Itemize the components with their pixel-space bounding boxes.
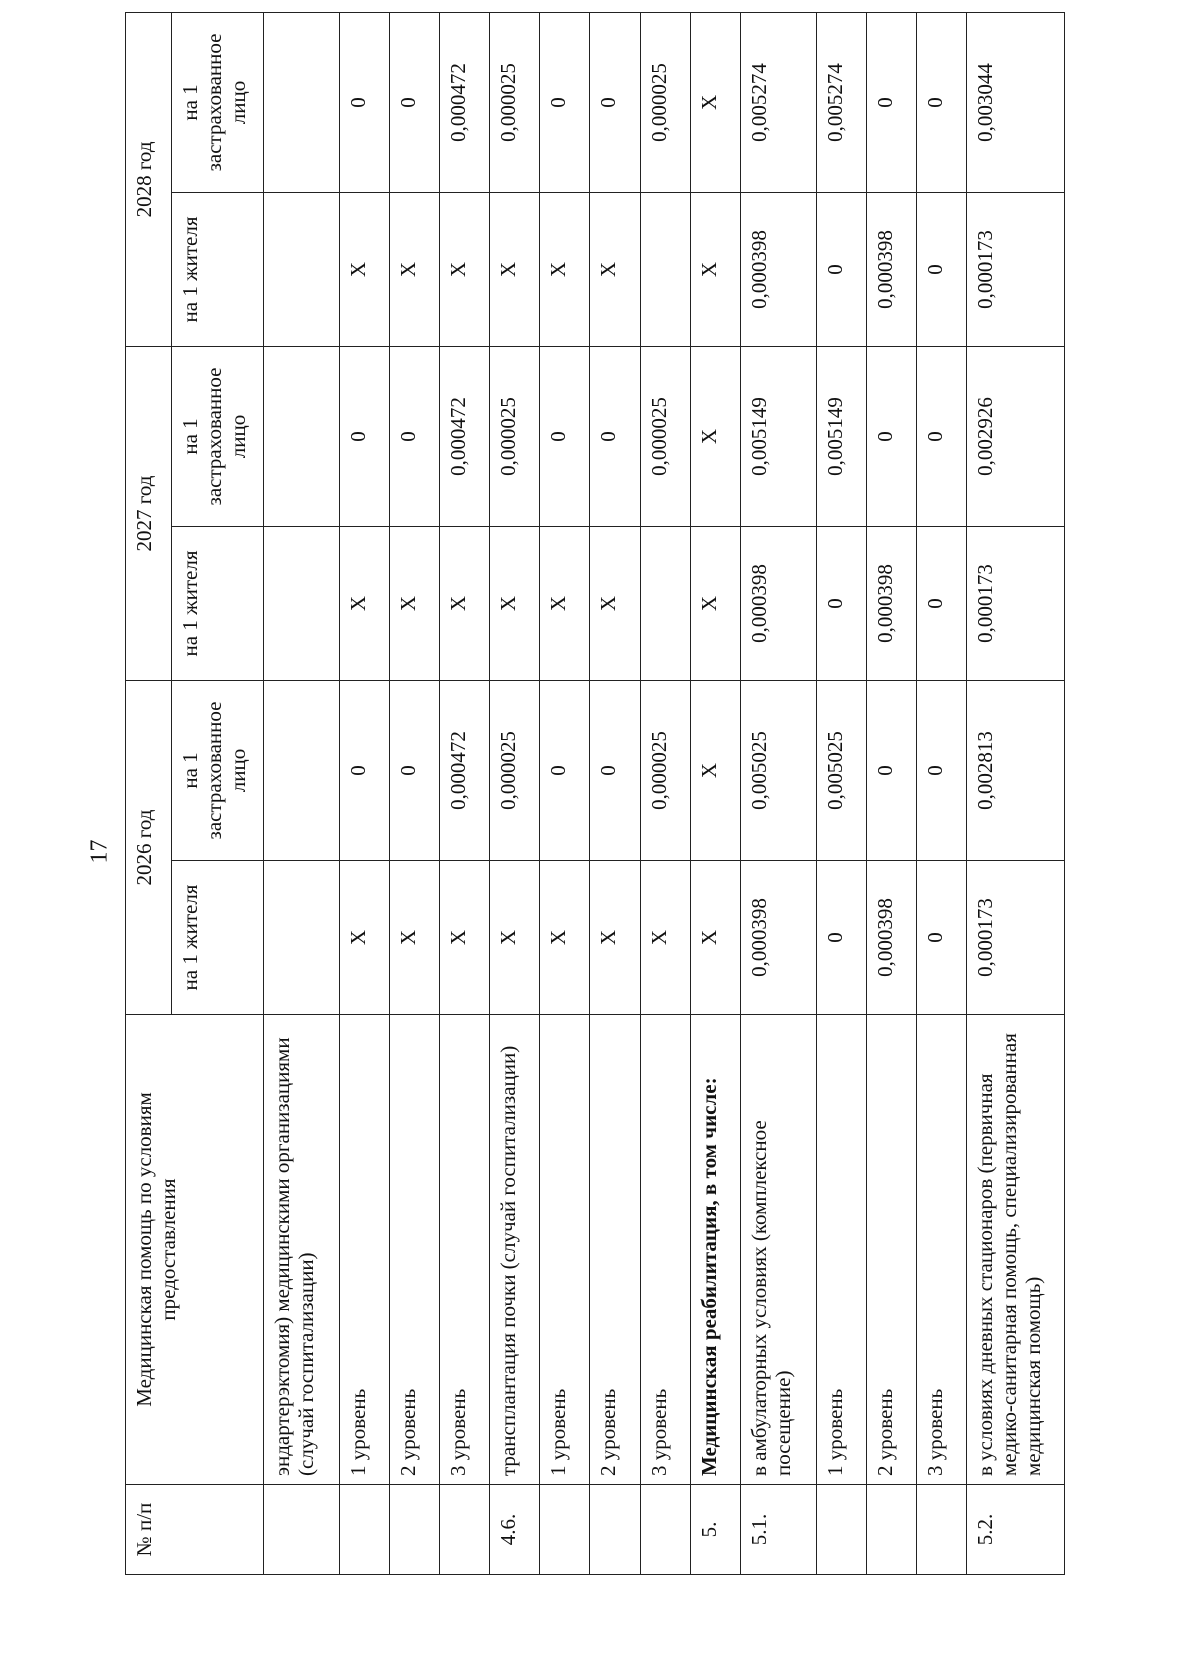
cell-per-insured: Х <box>690 346 740 526</box>
cell-per-insured <box>264 346 340 526</box>
cell-per-insured: 0,005025 <box>816 680 866 860</box>
cell-per-resident: Х <box>690 192 740 346</box>
header-per-resident: на 1 жителя <box>172 861 264 1015</box>
row-number <box>340 1485 390 1575</box>
cell-per-resident: Х <box>690 861 740 1015</box>
cell-per-resident: Х <box>340 526 390 680</box>
cell-per-insured: Х <box>690 680 740 860</box>
cell-per-resident: 0,000398 <box>866 192 916 346</box>
cell-per-resident: Х <box>340 192 390 346</box>
table-row <box>640 12 690 1574</box>
row-number: 4.6. <box>490 1485 540 1575</box>
table-row <box>540 12 590 1574</box>
header-year-2027: 2027 год <box>126 346 172 680</box>
cell-per-insured: 0 <box>866 680 916 860</box>
data-table <box>125 12 1065 1575</box>
cell-per-resident: 0,000173 <box>967 526 1065 680</box>
cell-per-resident: Х <box>640 861 690 1015</box>
row-name: 3 уровень <box>916 1015 966 1485</box>
cell-per-resident <box>264 861 340 1015</box>
cell-per-resident: Х <box>590 861 640 1015</box>
row-number <box>264 1485 340 1575</box>
cell-per-resident: Х <box>690 526 740 680</box>
row-name: 1 уровень <box>540 1015 590 1485</box>
cell-per-insured: 0,005149 <box>816 346 866 526</box>
cell-per-resident: Х <box>490 192 540 346</box>
cell-per-resident: 0 <box>916 526 966 680</box>
row-number <box>590 1485 640 1575</box>
header-per-insured: на 1 застрахованное лицо <box>172 12 264 192</box>
table-row <box>390 12 440 1574</box>
cell-per-insured: 0,005149 <box>740 346 816 526</box>
row-name: 2 уровень <box>390 1015 440 1485</box>
cell-per-resident: 0,000173 <box>967 192 1065 346</box>
cell-per-insured: 0 <box>540 346 590 526</box>
cell-per-resident: 0 <box>916 861 966 1015</box>
cell-per-resident: 0 <box>816 526 866 680</box>
row-number <box>540 1485 590 1575</box>
row-name: трансплантация почки (случай госпитализации) <box>490 1015 540 1485</box>
cell-per-insured: 0,000472 <box>440 12 490 192</box>
cell-per-resident: 0 <box>816 192 866 346</box>
cell-per-resident: 0,000398 <box>740 526 816 680</box>
table-body <box>264 12 1065 1574</box>
cell-per-resident <box>264 192 340 346</box>
cell-per-insured <box>264 12 340 192</box>
cell-per-resident: 0 <box>816 861 866 1015</box>
row-name: 3 уровень <box>640 1015 690 1485</box>
cell-per-insured: 0,003044 <box>967 12 1065 192</box>
cell-per-resident: Х <box>440 526 490 680</box>
cell-per-resident <box>640 192 690 346</box>
cell-per-insured: Х <box>690 12 740 192</box>
cell-per-insured: 0,000025 <box>490 680 540 860</box>
cell-per-insured: 0,000025 <box>640 680 690 860</box>
cell-per-insured: 0 <box>390 346 440 526</box>
cell-per-resident <box>264 526 340 680</box>
row-name: эндартерэктомия) медицинскими организациями (случай госпитализации) <box>264 1015 340 1485</box>
cell-per-insured: 0 <box>590 346 640 526</box>
row-number: 5. <box>690 1485 740 1575</box>
cell-per-insured: 0,000025 <box>640 12 690 192</box>
row-number: 5.2. <box>967 1485 1065 1575</box>
table-row <box>340 12 390 1574</box>
header-year-2026: 2026 год <box>126 680 172 1014</box>
table-row <box>690 12 740 1574</box>
cell-per-resident: Х <box>540 526 590 680</box>
row-number <box>390 1485 440 1575</box>
header-per-resident: на 1 жителя <box>172 526 264 680</box>
cell-per-insured: 0,000025 <box>640 346 690 526</box>
row-name: в амбулаторных условиях (комплексное посещение) <box>740 1015 816 1485</box>
row-number: 5.1. <box>740 1485 816 1575</box>
cell-per-insured: 0 <box>590 12 640 192</box>
row-name: Медицинская реабилитация, в том числе: <box>690 1015 740 1485</box>
row-name: 1 уровень <box>816 1015 866 1485</box>
table-row <box>590 12 640 1574</box>
rotated-table-container <box>125 33 1065 1575</box>
cell-per-insured: 0,005025 <box>740 680 816 860</box>
row-name: 1 уровень <box>340 1015 390 1485</box>
row-number <box>640 1485 690 1575</box>
cell-per-resident: 0,000398 <box>740 192 816 346</box>
cell-per-insured: 0 <box>340 680 390 860</box>
table-row <box>490 12 540 1574</box>
cell-per-resident <box>640 526 690 680</box>
header-per-resident: на 1 жителя <box>172 192 264 346</box>
header-no: № п/п <box>126 1485 264 1575</box>
header-year-2028: 2028 год <box>126 12 172 346</box>
row-name: 2 уровень <box>590 1015 640 1485</box>
cell-per-insured: 0 <box>916 12 966 192</box>
table-row <box>264 12 340 1574</box>
cell-per-insured <box>264 680 340 860</box>
cell-per-resident: Х <box>440 861 490 1015</box>
cell-per-resident: Х <box>540 192 590 346</box>
cell-per-insured: 0 <box>540 12 590 192</box>
cell-per-resident: Х <box>390 861 440 1015</box>
cell-per-insured: 0 <box>390 680 440 860</box>
cell-per-resident: Х <box>540 861 590 1015</box>
header-per-insured: на 1 застрахованное лицо <box>172 680 264 860</box>
cell-per-insured: 0 <box>916 346 966 526</box>
cell-per-insured: 0,005274 <box>816 12 866 192</box>
cell-per-resident: 0,000398 <box>866 526 916 680</box>
row-number <box>440 1485 490 1575</box>
cell-per-resident: Х <box>590 526 640 680</box>
cell-per-insured: 0 <box>540 680 590 860</box>
cell-per-resident: Х <box>490 861 540 1015</box>
table-row <box>916 12 966 1574</box>
cell-per-insured: 0 <box>340 346 390 526</box>
cell-per-insured: 0,002813 <box>967 680 1065 860</box>
cell-per-insured: 0,002926 <box>967 346 1065 526</box>
row-number <box>816 1485 866 1575</box>
cell-per-resident: Х <box>440 192 490 346</box>
row-name: 3 уровень <box>440 1015 490 1485</box>
cell-per-resident: 0,000398 <box>740 861 816 1015</box>
row-name: в условиях дневных стационаров (первичная медико-санитарная помощь, специализированная медицинская помощь) <box>967 1015 1065 1485</box>
page-number: 17 <box>86 839 113 864</box>
cell-per-insured: 0 <box>390 12 440 192</box>
table-row <box>967 12 1065 1574</box>
cell-per-resident: Х <box>390 192 440 346</box>
table-row <box>816 12 866 1574</box>
cell-per-insured: 0 <box>916 680 966 860</box>
cell-per-resident: 0 <box>916 192 966 346</box>
cell-per-resident: Х <box>590 192 640 346</box>
row-name: 2 уровень <box>866 1015 916 1485</box>
header-name: Медицинская помощь по условиям предоставления <box>126 1015 264 1485</box>
cell-per-insured: 0 <box>340 12 390 192</box>
cell-per-insured: 0,005274 <box>740 12 816 192</box>
cell-per-insured: 0 <box>866 346 916 526</box>
table-row <box>740 12 816 1574</box>
cell-per-insured: 0,000025 <box>490 346 540 526</box>
table-row <box>440 12 490 1574</box>
cell-per-resident: 0,000398 <box>866 861 916 1015</box>
row-number <box>866 1485 916 1575</box>
cell-per-insured: 0,000472 <box>440 680 490 860</box>
row-number <box>916 1485 966 1575</box>
header-per-insured: на 1 застрахованное лицо <box>172 346 264 526</box>
cell-per-resident: Х <box>340 861 390 1015</box>
cell-per-insured: 0 <box>866 12 916 192</box>
cell-per-resident: 0,000173 <box>967 861 1065 1015</box>
cell-per-insured: 0,000472 <box>440 346 490 526</box>
cell-per-resident: Х <box>390 526 440 680</box>
cell-per-insured: 0 <box>590 680 640 860</box>
cell-per-resident: Х <box>490 526 540 680</box>
table-row <box>866 12 916 1574</box>
cell-per-insured: 0,000025 <box>490 12 540 192</box>
